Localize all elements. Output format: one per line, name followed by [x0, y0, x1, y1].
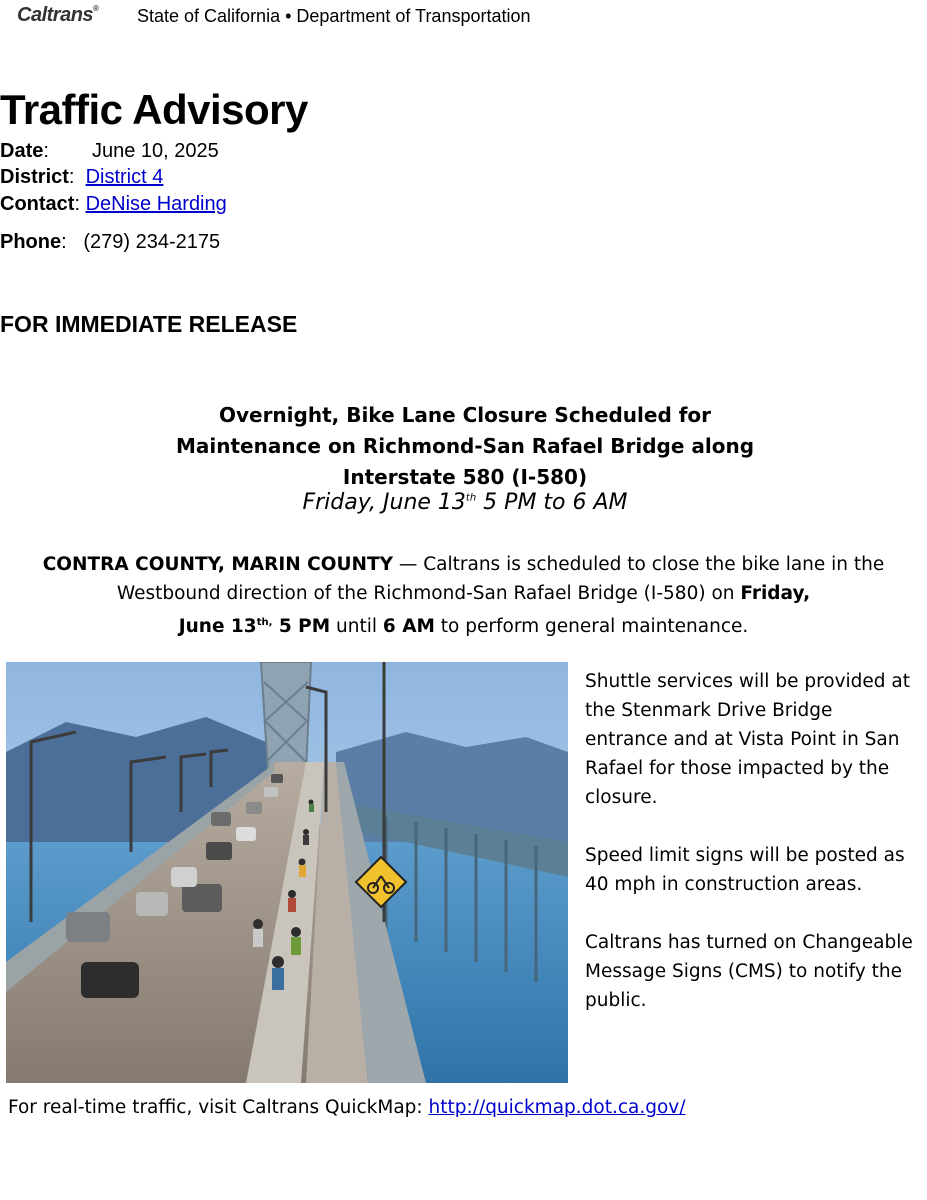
quickmap-link[interactable]: http://quickmap.dot.ca.gov/ [428, 1097, 686, 1118]
shuttle-note: Shuttle services will be provided at the Stenmark Drive Bridge entrance and at Vista Point in San Rafael for those impacted by the closure. [585, 671, 911, 808]
headline: Overnight, Bike Lane Closure Scheduled for Maintenance on Richmond-San Rafael Bridge along Interstate 580 (I-580) [175, 403, 755, 489]
release-label: FOR IMMEDIATE RELEASE [0, 311, 298, 337]
page-title: Traffic Advisory [0, 86, 308, 133]
phone-value: (279) 234-2175 [83, 231, 221, 253]
district-link[interactable]: District 4 [85, 166, 164, 188]
side-notes [585, 667, 920, 1044]
org-line: State of California • Department of Transportation [137, 6, 531, 26]
bridge-photo [6, 662, 568, 1083]
phone-row: Phone: (279) 234-2175 [0, 231, 221, 253]
date-row: Date: June 10, 2025 [0, 140, 219, 162]
contact-row: Contact: DeNise Harding [0, 193, 227, 215]
speed-note: Speed limit signs will be posted as 40 mph in construction areas. [585, 845, 905, 895]
date-value: June 10, 2025 [92, 140, 219, 162]
headline-subtitle: Friday, June 13th 5 PM to 6 AM [302, 490, 628, 515]
footer: For real-time traffic, visit Caltrans QuickMap: http://quickmap.dot.ca.gov/ [8, 1097, 686, 1118]
lead-paragraph: CONTRA COUNTY, MARIN COUNTY — Caltrans is scheduled to close the bike lane in the Westbound direction of the Richmond-San Rafael Bridge (I-580) on Friday, June $13^{th,}$ 5 PM until 6 AM to perform general maintenance. [42, 554, 885, 638]
cms-note: Caltrans has turned on Changeable Message Signs (CMS) to notify the public. [585, 932, 913, 1011]
district-row: District: District 4 [0, 166, 164, 188]
caltrans-logo: Caltrans® [17, 4, 99, 26]
contact-link[interactable]: DeNise Harding [85, 193, 227, 215]
